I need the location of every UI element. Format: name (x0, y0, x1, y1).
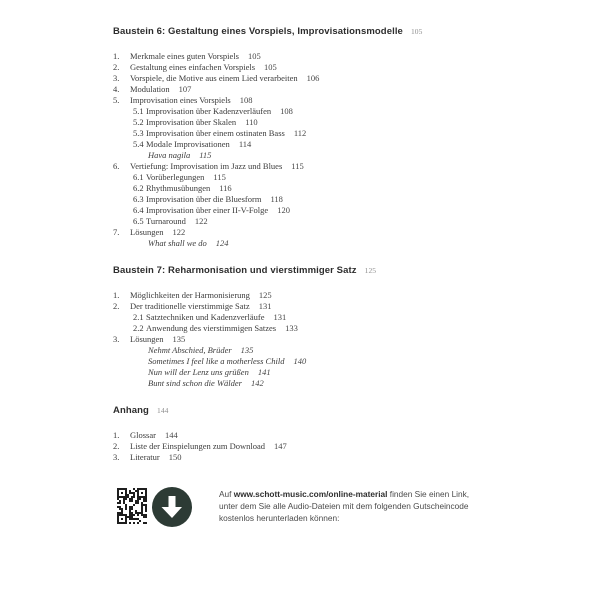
entry-page-number: 147 (274, 441, 287, 451)
entry-title: Möglichkeiten der Harmonisierung (130, 290, 250, 300)
toc-entry (133, 106, 583, 117)
entry-number: 2. (113, 301, 120, 311)
entry-title: Vorüberlegungen (146, 172, 205, 182)
entry-number: 2.2 (133, 323, 144, 333)
section-anhang (113, 405, 583, 463)
entry-page-number: 142 (250, 378, 264, 388)
entry-number: 6.2 (133, 183, 144, 193)
entry-title: Rhythmusübungen (146, 183, 211, 193)
toc-entry (148, 345, 583, 356)
entry-page-number: 115 (291, 161, 304, 171)
toc-entry (133, 323, 583, 334)
toc-entry (113, 441, 583, 452)
entry-number: 1. (113, 290, 120, 300)
entry-title: Vertiefung: Improvisation im Jazz und Blues (130, 161, 283, 171)
entry-page-number: 108 (280, 106, 293, 116)
entry-page-number: 106 (306, 73, 320, 83)
note-line2: unter dem Sie alle Audio-Dateien mit dem folgenden Gutscheincode (219, 501, 469, 511)
toc-entry (113, 227, 583, 238)
note-line1-prefix: Auf (219, 489, 234, 499)
entry-page-number: 114 (238, 139, 252, 149)
entry-number: 3. (113, 452, 120, 462)
toc-entry (113, 84, 583, 95)
online-material-url: www.schott-music.com/online-material (233, 489, 388, 499)
toc-entry (133, 312, 583, 323)
entry-title: Merkmale eines guten Vorspiels (130, 51, 239, 61)
entry-title: Improvisation über einer II-V-Folge (146, 205, 269, 215)
section-page-number: 144 (156, 406, 169, 415)
entry-title: Improvisation eines Vorspiels (130, 95, 231, 105)
toc-entry (133, 117, 583, 128)
entry-number: 2.1 (133, 312, 144, 322)
entry-title: Sometimes I feel like a motherless Child (148, 356, 285, 366)
entry-page-number: 116 (219, 183, 232, 193)
entry-page-number: 125 (258, 290, 272, 300)
entry-title: Literatur (130, 452, 160, 462)
toc-entry (133, 128, 583, 139)
entry-title: Modulation (130, 84, 170, 94)
entry-title: Anwendung des vierstimmigen Satzes (146, 323, 277, 333)
entry-page-number: 144 (164, 430, 178, 440)
note-line1-rest: finden Sie einen Link, (387, 489, 470, 499)
toc-entry (113, 334, 583, 345)
toc-entry (148, 356, 583, 367)
entry-page-number: 107 (178, 84, 192, 94)
entry-page-number: 122 (194, 216, 208, 226)
section-title: Baustein 6: Gestaltung eines Vorspiels, Improvisationsmodelle (113, 26, 403, 37)
entry-title: Satztechniken und Kadenzverläufe (146, 312, 265, 322)
section-baustein-7 (113, 265, 583, 389)
entry-number: 6.1 (133, 172, 144, 182)
toc-entry (133, 205, 583, 216)
entry-number: 4. (113, 84, 120, 94)
toc-entry (113, 290, 583, 301)
entry-page-number: 115 (213, 172, 226, 182)
entry-page-number: 110 (245, 117, 258, 127)
toc-entry (113, 161, 583, 172)
toc-entry (113, 51, 583, 62)
section-heading (113, 26, 583, 38)
entry-page-number: 115 (199, 150, 212, 160)
toc-entry (148, 367, 583, 378)
entry-title: What shall we do (148, 238, 207, 248)
download-arrow-icon (152, 487, 192, 527)
toc-entry (113, 430, 583, 441)
entry-title: Bunt sind schon die Wälder (148, 378, 242, 388)
entry-page-number: 140 (293, 356, 307, 366)
entry-number: 6.3 (133, 194, 144, 204)
section-page-number: 125 (364, 266, 377, 275)
section-heading (113, 265, 583, 277)
entry-number: 3. (113, 334, 120, 344)
entry-page-number: 118 (270, 194, 283, 204)
toc-entry (148, 378, 583, 389)
toc-entry (133, 172, 583, 183)
entry-title: Der traditionelle vierstimmige Satz (130, 301, 250, 311)
toc-entry (148, 150, 583, 161)
entry-number: 5.1 (133, 106, 144, 116)
entry-title: Lösungen (130, 334, 164, 344)
note-line3: kostenlos herunterladen können: (219, 513, 340, 523)
entry-number: 5.2 (133, 117, 144, 127)
entry-title: Improvisation über die Bluesform (146, 194, 262, 204)
download-note-text (219, 488, 519, 524)
entry-title: Improvisation über Kadenzverläufen (146, 106, 272, 116)
entry-page-number: 108 (239, 95, 253, 105)
entry-title: Gestaltung eines einfachen Vorspiels (130, 62, 256, 72)
entry-title: Turnaround (146, 216, 186, 226)
entry-page-number: 112 (293, 128, 307, 138)
entry-number: 5.3 (133, 128, 144, 138)
entry-page-number: 150 (168, 452, 182, 462)
section-title: Baustein 7: Reharmonisation und vierstimmiger Satz (113, 265, 357, 276)
entry-title: Improvisation über einem ostinaten Bass (146, 128, 285, 138)
entry-number: 5.4 (133, 139, 144, 149)
entry-title: Lösungen (130, 227, 164, 237)
entry-page-number: 105 (264, 62, 277, 72)
entry-number: 2. (113, 62, 120, 72)
toc-entry (113, 452, 583, 463)
entry-number: 6.4 (133, 205, 144, 215)
toc-entry (133, 194, 583, 205)
entry-number: 7. (113, 227, 120, 237)
entry-page-number: 122 (172, 227, 186, 237)
toc-entries (113, 51, 583, 249)
section-title: Anhang (113, 405, 149, 416)
entry-page-number: 133 (285, 323, 298, 333)
qr-code-icon (117, 488, 147, 524)
entry-title: Nun will der Lenz uns grüßen (148, 367, 249, 377)
table-of-contents (113, 26, 583, 479)
entry-page-number: 120 (277, 205, 290, 215)
entry-page-number: 135 (172, 334, 186, 344)
entry-page-number: 105 (248, 51, 261, 61)
entry-page-number: 135 (240, 345, 254, 355)
toc-entry (133, 216, 583, 227)
entry-number: 1. (113, 430, 120, 440)
entry-page-number: 131 (273, 312, 287, 322)
toc-entry (133, 139, 583, 150)
entry-number: 6.5 (133, 216, 144, 226)
toc-entry (113, 73, 583, 84)
entry-number: 1. (113, 51, 120, 61)
section-page-number: 105 (410, 27, 423, 36)
toc-entry (113, 95, 583, 106)
entry-page-number: 141 (257, 367, 271, 377)
entry-page-number: 124 (215, 238, 229, 248)
entry-title: Improvisation über Skalen (146, 117, 237, 127)
toc-entry (133, 183, 583, 194)
section-heading (113, 405, 583, 417)
entry-title: Liste der Einspielungen zum Download (130, 441, 266, 451)
entry-title: Modale Improvisationen (146, 139, 230, 149)
entry-number: 6. (113, 161, 120, 171)
entry-page-number: 131 (258, 301, 272, 311)
toc-entries (113, 290, 583, 389)
entry-number: 3. (113, 73, 120, 83)
toc-entries (113, 430, 583, 463)
entry-title: Hava nagila (148, 150, 191, 160)
entry-title: Vorspiele, die Motive aus einem Lied verarbeiten (130, 73, 298, 83)
entry-number: 5. (113, 95, 120, 105)
section-baustein-6 (113, 26, 583, 249)
entry-title: Glossar (130, 430, 156, 440)
download-note (117, 487, 519, 527)
toc-entry (148, 238, 583, 249)
entry-number: 2. (113, 441, 120, 451)
toc-entry (113, 62, 583, 73)
entry-title: Nehmt Abschied, Brüder (148, 345, 232, 355)
toc-entry (113, 301, 583, 312)
